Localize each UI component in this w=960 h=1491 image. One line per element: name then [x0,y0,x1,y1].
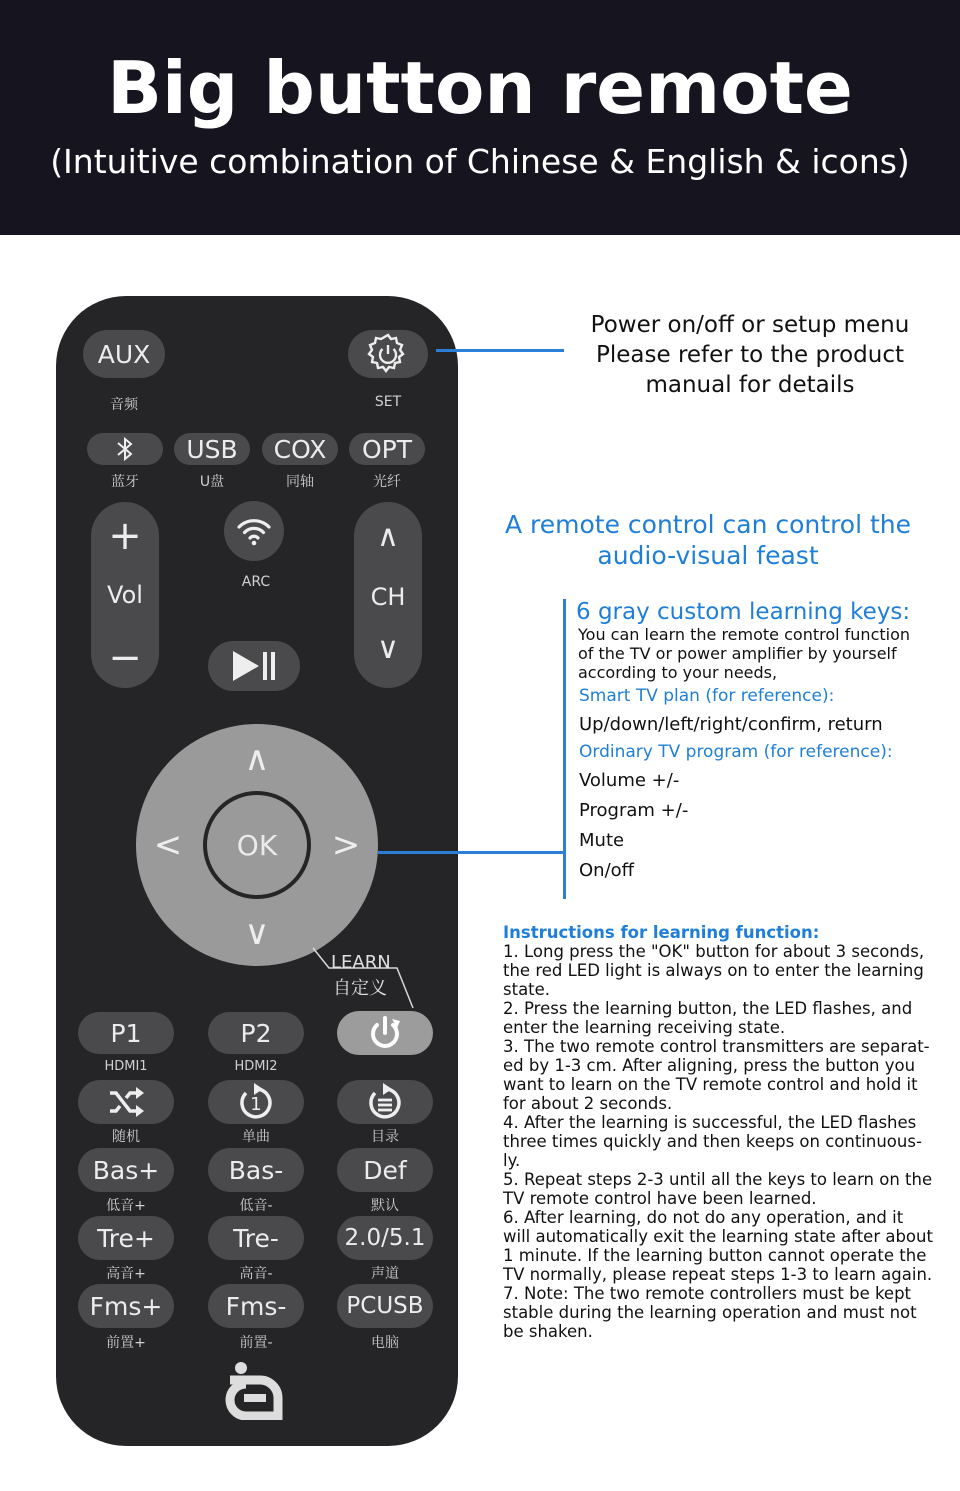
instruction-line: three times quickly and then keeps on continuous- [503,1132,922,1151]
instruction-line: ed by 1-3 cm. After aligning, press the button you [503,1056,916,1075]
instruction-line: 2. Press the learning button, the LED flashes, and [503,999,913,1018]
instruction-line: ly. [503,1151,521,1170]
treble-down-sublabel: 高音- [239,1266,273,1282]
volume-down-button[interactable]: − [108,635,142,681]
aux-sublabel: 音频 [110,397,138,413]
ordinary-item-program: Program +/- [579,800,689,821]
power-callout [560,310,940,400]
pcusb-sublabel: 电脑 [371,1335,399,1351]
smart-tv-title: Smart TV plan (for reference): [579,686,835,706]
ok-button[interactable]: OK [203,791,311,899]
treble-up-sublabel: 高音+ [106,1266,146,1282]
instruction-line: the red LED light is always on to enter the learning [503,961,924,980]
nav-up-button[interactable]: ∧ [244,739,270,779]
repeat-one-sublabel: 单曲 [242,1129,270,1145]
ordinary-item-onoff: On/off [579,860,635,881]
p1-button[interactable] [78,1012,174,1054]
tagline-line2: audio-visual feast [597,541,819,570]
channel-mode-button[interactable] [337,1216,433,1260]
learn-power-button[interactable] [337,1011,433,1055]
instruction-line: 7. Note: The two remote controllers must be kept [503,1284,912,1303]
smart-tv-item: Up/down/left/right/confirm, return [579,714,883,735]
play-pause-button[interactable] [208,641,300,691]
bass-down-label: Bas- [228,1155,284,1185]
opt-label: OPT [361,434,413,464]
instruction-line: 1 minute. If the learning button cannot operate the [503,1246,927,1265]
learning-desc-1: You can learn the remote control function [578,625,911,644]
learn-label: LEARN [331,952,391,973]
p2-label: P2 [240,1018,272,1048]
bass-up-sublabel: 低音+ [106,1198,146,1214]
learning-desc-2: of the TV or power amplifier by yourself [578,644,897,663]
learning-keys-panel [576,599,946,886]
learning-vertical-line [563,599,566,899]
learn-sublabel: 自定义 [333,978,387,999]
instruction-line: 5. Repeat steps 2-3 until all the keys to learn on the [503,1170,933,1189]
cox-sublabel: 同轴 [286,474,314,490]
instruction-line: will automatically exit the learning state after about [503,1227,933,1246]
ordinary-item-volume: Volume +/- [579,770,680,791]
bluetooth-sublabel: 蓝牙 [111,474,139,490]
bass-up-button[interactable] [78,1148,174,1192]
usb-label: USB [186,434,238,464]
treble-down-button[interactable] [208,1216,304,1260]
bass-up-label: Bas+ [92,1155,160,1185]
power-callout-line [436,349,564,352]
channel-mode-label: 2.0/5.1 [344,1225,426,1251]
power-callout-line1: Power on/off or setup menu [590,312,910,338]
front-up-sublabel: 前置+ [106,1335,146,1351]
remote-control [56,296,458,1446]
instruction-line: 4. After the learning is successful, the LED flashes [503,1113,917,1132]
p1-sublabel: HDMI1 [104,1059,148,1074]
default-label: Def [363,1155,407,1185]
opt-sublabel: 光纤 [373,474,401,490]
bass-down-button[interactable] [208,1148,304,1192]
pcusb-label: PCUSB [346,1293,424,1319]
pcusb-button[interactable] [337,1284,433,1328]
ordinary-item-mute: Mute [579,830,625,851]
front-up-label: Fms+ [89,1291,163,1321]
cox-button[interactable] [262,433,338,465]
front-down-sublabel: 前置- [239,1335,273,1351]
p1-label: P1 [110,1018,142,1048]
instruction-line: 6. After learning, do not do any operation, and it [503,1208,904,1227]
header-banner [0,0,960,235]
instruction-line: TV remote control have been learned. [503,1189,817,1208]
front-down-label: Fms- [225,1291,287,1321]
power-callout-line2: Please refer to the product [596,342,904,368]
set-button[interactable] [348,330,428,378]
tagline-line1: A remote control can control the [504,510,912,539]
bluetooth-button[interactable] [87,433,163,465]
instruction-line: for about 2 seconds. [503,1094,673,1113]
bluetooth-icon [114,436,136,462]
power-icon [366,1015,404,1051]
learning-heading: 6 gray custom learning keys: [576,599,911,625]
aux-button[interactable] [83,330,165,378]
instructions-block [503,923,943,1341]
brand-logo-icon [224,1360,286,1420]
shuffle-icon [106,1085,146,1119]
instruction-line: enter the learning receiving state. [503,1018,786,1037]
set-sublabel: SET [374,394,402,410]
treble-up-button[interactable] [78,1216,174,1260]
list-loop-icon [365,1082,405,1122]
instruction-line: stable during the learning operation and must not [503,1303,917,1322]
treble-down-label: Tre- [233,1223,279,1253]
learning-desc-3: according to your needs, [578,663,778,682]
page-title: Big button remote [107,46,853,130]
wifi-icon [235,515,273,547]
instruction-line: state. [503,980,551,999]
dpad-callout-line [378,851,564,854]
power-callout-line3: manual for details [645,372,855,398]
nav-right-button[interactable]: > [331,825,361,865]
treble-up-label: Tre+ [97,1223,155,1253]
arc-sublabel: ARC [241,574,271,590]
instruction-line: be shaken. [503,1322,593,1341]
navigation-pad [136,724,378,966]
channel-down-button[interactable]: ∨ [377,631,399,666]
arc-button[interactable] [224,501,284,561]
shuffle-sublabel: 随机 [112,1129,140,1145]
repeat-one-button[interactable] [208,1080,304,1124]
volume-up-button[interactable]: + [108,513,142,559]
bass-down-sublabel: 低音- [239,1198,273,1214]
front-up-button[interactable] [78,1284,174,1328]
ordinary-tv-title: Ordinary TV program (for reference): [579,742,893,762]
instruction-line: want to learn on the TV remote control and hold it [503,1075,918,1094]
instruction-line: TV normally, please repeat steps 1-3 to learn again. [503,1265,933,1284]
aux-label: AUX [97,339,151,369]
nav-down-button[interactable]: ∨ [244,913,270,953]
p2-sublabel: HDMI2 [234,1059,278,1074]
cox-label: COX [273,434,327,464]
svg-text:1: 1 [250,1094,262,1115]
opt-button[interactable] [349,433,425,465]
instruction-line: 1. Long press the "OK" button for about 3 seconds, [503,942,925,961]
default-button[interactable] [337,1148,433,1192]
power-gear-icon [364,330,412,378]
channel-rocker [354,502,422,688]
usb-button[interactable] [174,433,250,465]
list-loop-sublabel: 目录 [371,1129,399,1145]
play-pause-icon [229,649,279,683]
instructions-title: Instructions for learning function: [503,923,820,942]
volume-rocker [91,502,159,688]
volume-label: Vol [107,581,143,609]
default-sublabel: 默认 [371,1198,399,1214]
front-down-button[interactable] [208,1284,304,1328]
p2-button[interactable] [208,1012,304,1054]
list-loop-button[interactable] [337,1080,433,1124]
page-subtitle: (Intuitive combination of Chinese & English & icons) [50,142,910,181]
nav-left-button[interactable]: < [153,825,183,865]
channel-up-button[interactable]: ∧ [377,519,399,554]
instruction-line: 3. The two remote control transmitters are separat- [503,1037,930,1056]
usb-sublabel: U盘 [199,474,225,490]
shuffle-button[interactable] [78,1080,174,1124]
tagline [488,509,928,571]
channel-mode-sublabel: 声道 [371,1266,399,1282]
repeat-one-icon [236,1082,276,1122]
channel-label: CH [370,583,406,611]
